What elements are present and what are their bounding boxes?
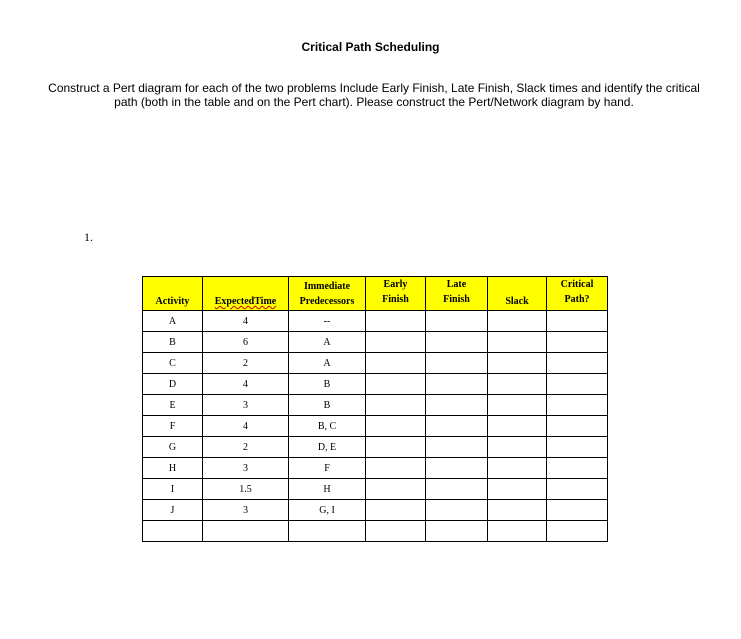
activity-cell: B <box>143 332 203 353</box>
late-finish-cell <box>426 395 488 416</box>
activity-cell: F <box>143 416 203 437</box>
late-finish-cell <box>426 416 488 437</box>
slack-cell <box>488 521 547 542</box>
problem-number: 1. <box>84 230 93 244</box>
activity-cell: C <box>143 353 203 374</box>
expected-time-cell <box>203 521 289 542</box>
early-finish-cell <box>366 479 426 500</box>
early-finish-cell <box>366 311 426 332</box>
slack-cell <box>488 500 547 521</box>
late-finish-cell <box>426 521 488 542</box>
expected-time-cell: 1.5 <box>203 479 289 500</box>
table-body <box>143 311 608 542</box>
activity-cell: E <box>143 395 203 416</box>
slack-cell <box>488 458 547 479</box>
early-finish-cell <box>366 353 426 374</box>
slack-cell <box>488 479 547 500</box>
activity-cell: D <box>143 374 203 395</box>
critical-path-cell <box>547 374 608 395</box>
header-critical-path: Critical Path? <box>547 277 608 311</box>
early-finish-cell <box>366 458 426 479</box>
critical-path-cell <box>547 332 608 353</box>
critical-path-cell <box>547 353 608 374</box>
late-finish-cell <box>426 500 488 521</box>
critical-path-cell <box>547 416 608 437</box>
expected-time-cell: 2 <box>203 437 289 458</box>
activity-cell: I <box>143 479 203 500</box>
table-row <box>143 458 608 479</box>
table-row <box>143 437 608 458</box>
late-finish-cell <box>426 479 488 500</box>
page-title: Critical Path Scheduling <box>301 40 440 54</box>
slack-cell <box>488 416 547 437</box>
table-header-row <box>143 277 608 311</box>
slack-cell <box>488 374 547 395</box>
instructions-text: Construct a Pert diagram for each of the two problems Include Early Finish, Late Finish, Slack times and identify the critical path (both in the table and on the Pert chart). Please construct the Pert/Network diagram by hand. <box>48 81 700 109</box>
header-activity: Activity <box>143 277 203 311</box>
predecessors-cell: B <box>289 374 366 395</box>
table-row <box>143 395 608 416</box>
predecessors-cell: B, C <box>289 416 366 437</box>
predecessors-cell: D, E <box>289 437 366 458</box>
header-late-finish: Late Finish <box>426 277 488 311</box>
schedule-table <box>142 276 608 542</box>
slack-cell <box>488 395 547 416</box>
slack-cell <box>488 437 547 458</box>
table-row <box>143 500 608 521</box>
activity-cell: H <box>143 458 203 479</box>
header-expected-time: ExpectedTime <box>203 277 289 311</box>
late-finish-cell <box>426 311 488 332</box>
table-row <box>143 374 608 395</box>
predecessors-cell: -- <box>289 311 366 332</box>
header-slack: Slack <box>488 277 547 311</box>
slack-cell <box>488 332 547 353</box>
early-finish-cell <box>366 374 426 395</box>
header-immediate-predecessors: Immediate Predecessors <box>289 277 366 311</box>
critical-path-cell <box>547 311 608 332</box>
early-finish-cell <box>366 500 426 521</box>
predecessors-cell: A <box>289 332 366 353</box>
expected-time-cell: 4 <box>203 311 289 332</box>
late-finish-cell <box>426 332 488 353</box>
expected-time-cell: 4 <box>203 416 289 437</box>
table-row <box>143 311 608 332</box>
predecessors-cell: B <box>289 395 366 416</box>
early-finish-cell <box>366 521 426 542</box>
early-finish-cell <box>366 437 426 458</box>
table-row <box>143 353 608 374</box>
expected-time-cell: 6 <box>203 332 289 353</box>
slack-cell <box>488 353 547 374</box>
activity-cell <box>143 521 203 542</box>
predecessors-cell <box>289 521 366 542</box>
expected-time-cell: 3 <box>203 500 289 521</box>
predecessors-cell: G, I <box>289 500 366 521</box>
critical-path-cell <box>547 479 608 500</box>
predecessors-cell: A <box>289 353 366 374</box>
expected-time-cell: 3 <box>203 395 289 416</box>
critical-path-cell <box>547 458 608 479</box>
late-finish-cell <box>426 353 488 374</box>
critical-path-cell <box>547 500 608 521</box>
predecessors-cell: F <box>289 458 366 479</box>
slack-cell <box>488 311 547 332</box>
late-finish-cell <box>426 458 488 479</box>
activity-cell: G <box>143 437 203 458</box>
critical-path-cell <box>547 395 608 416</box>
critical-path-cell <box>547 437 608 458</box>
late-finish-cell <box>426 437 488 458</box>
table-row <box>143 332 608 353</box>
expected-time-cell: 3 <box>203 458 289 479</box>
early-finish-cell <box>366 395 426 416</box>
predecessors-cell: H <box>289 479 366 500</box>
activity-cell: A <box>143 311 203 332</box>
late-finish-cell <box>426 374 488 395</box>
table-row <box>143 479 608 500</box>
early-finish-cell <box>366 416 426 437</box>
table-row <box>143 521 608 542</box>
header-early-finish: Early Finish <box>366 277 426 311</box>
expected-time-cell: 4 <box>203 374 289 395</box>
expected-time-cell: 2 <box>203 353 289 374</box>
early-finish-cell <box>366 332 426 353</box>
table-row <box>143 416 608 437</box>
activity-cell: J <box>143 500 203 521</box>
critical-path-cell <box>547 521 608 542</box>
